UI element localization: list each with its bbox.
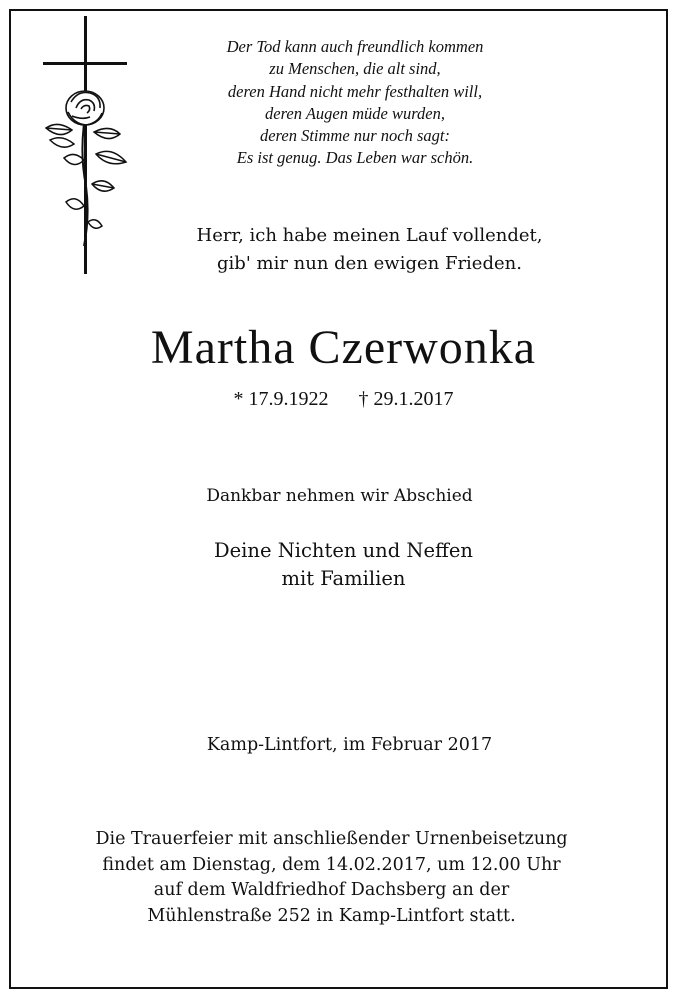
poem-line: Der Tod kann auch freundlich kommen xyxy=(226,37,484,56)
death-date: † 29.1.2017 xyxy=(358,388,454,410)
service-line: Die Trauerfeier mit anschließender Urnenbeisetzung xyxy=(95,829,568,849)
service-line: Mühlenstraße 252 in Kamp-Lintfort statt. xyxy=(147,905,516,926)
service-line: auf dem Waldfriedhof Dachsberg an der xyxy=(153,880,510,900)
mourners-line: Deine Nichten und Neffen xyxy=(214,539,473,562)
poem-line: zu Menschen, die alt sind, xyxy=(269,59,441,79)
poem-line: Es ist genug. Das Leben war schön. xyxy=(236,148,474,168)
life-dates xyxy=(4,388,679,411)
deceased-name: Martha Czerwonka xyxy=(150,321,537,374)
service-info xyxy=(0,827,671,929)
mourners xyxy=(4,537,679,593)
poem-line: deren Augen müde wurden, xyxy=(265,103,445,123)
poem xyxy=(45,36,665,170)
prayer-line: gib' mir nun den ewigen Frieden. xyxy=(217,253,522,274)
place-date: Kamp-Lintfort, im Februar 2017 xyxy=(206,735,493,755)
poem-line: deren Stimme nur noch sagt: xyxy=(259,126,451,146)
farewell-text: Dankbar nehmen wir Abschied xyxy=(206,486,473,506)
mourners-line: mit Familien xyxy=(281,567,406,590)
prayer-line: Herr, ich habe meinen Lauf vollendet, xyxy=(196,225,543,246)
birth-date: * 17.9.1922 xyxy=(233,388,329,410)
poem-line: deren Hand nicht mehr festhalten will, xyxy=(227,81,483,101)
service-line: findet am Dienstag, dem 14.02.2017, um 12.00 Uhr xyxy=(102,854,561,875)
prayer xyxy=(30,222,679,278)
